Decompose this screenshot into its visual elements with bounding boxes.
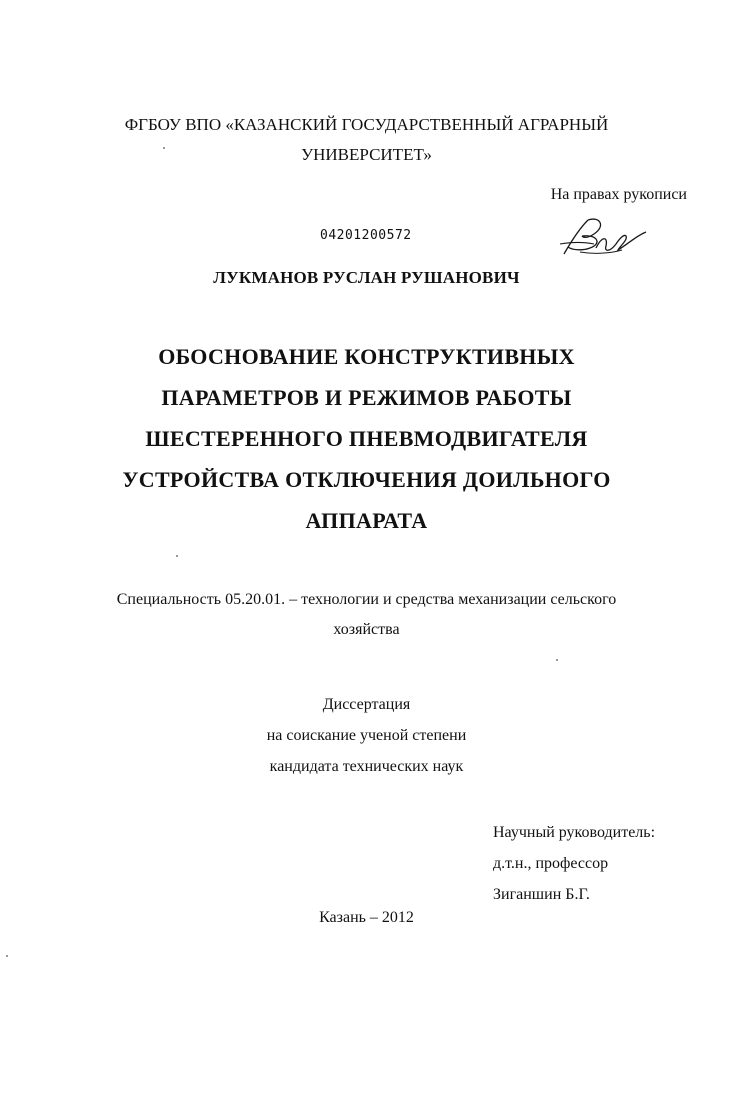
institution-line-2: УНИВЕРСИТЕТ» bbox=[301, 145, 432, 164]
dissertation-type bbox=[0, 689, 733, 782]
specialty-line-1: Специальность 05.20.01. – технологии и средства механизации сельского bbox=[116, 591, 617, 608]
title-line-1: ОБОСНОВАНИЕ КОНСТРУКТИВНЫХ bbox=[158, 344, 575, 369]
title-line-5: АППАРАТА bbox=[305, 508, 428, 533]
place-and-year: Казань – 2012 bbox=[319, 909, 414, 926]
supervisor-degree: д.т.н., профессор bbox=[493, 855, 609, 872]
supervisor-label: Научный руководитель: bbox=[493, 824, 656, 841]
title-line-4: УСТРОЙСТВА ОТКЛЮЧЕНИЯ ДОИЛЬНОГО bbox=[122, 467, 611, 492]
rights-note: На правах рукописи bbox=[550, 186, 687, 203]
specialty bbox=[0, 585, 733, 645]
title-line-2: ПАРАМЕТРОВ И РЕЖИМОВ РАБОТЫ bbox=[161, 385, 572, 410]
scan-speck bbox=[163, 147, 165, 149]
dissertation-line-1: Диссертация bbox=[322, 696, 411, 713]
supervisor-block bbox=[493, 817, 655, 910]
dissertation-line-3: кандидата технических наук bbox=[269, 758, 464, 775]
scan-speck bbox=[176, 555, 178, 557]
title-line-3: ШЕСТЕРЕННОГО ПНЕВМОДВИГАТЕЛЯ bbox=[145, 426, 588, 451]
dissertation-line-2: на соискание ученой степени bbox=[266, 727, 467, 744]
scan-speck bbox=[6, 955, 8, 957]
supervisor-name: Зиганшин Б.Г. bbox=[493, 886, 590, 903]
author-name: ЛУКМАНОВ РУСЛАН РУШАНОВИЧ bbox=[213, 268, 520, 287]
document-code: 04201200572 bbox=[320, 228, 412, 243]
specialty-line-2: хозяйства bbox=[333, 621, 400, 638]
signature-image bbox=[558, 214, 648, 258]
scan-speck bbox=[556, 659, 558, 661]
institution-name bbox=[0, 110, 733, 170]
institution-line-1: ФГБОУ ВПО «КАЗАНСКИЙ ГОСУДАРСТВЕННЫЙ АГРАРНЫЙ bbox=[124, 115, 609, 134]
dissertation-title bbox=[0, 336, 733, 541]
